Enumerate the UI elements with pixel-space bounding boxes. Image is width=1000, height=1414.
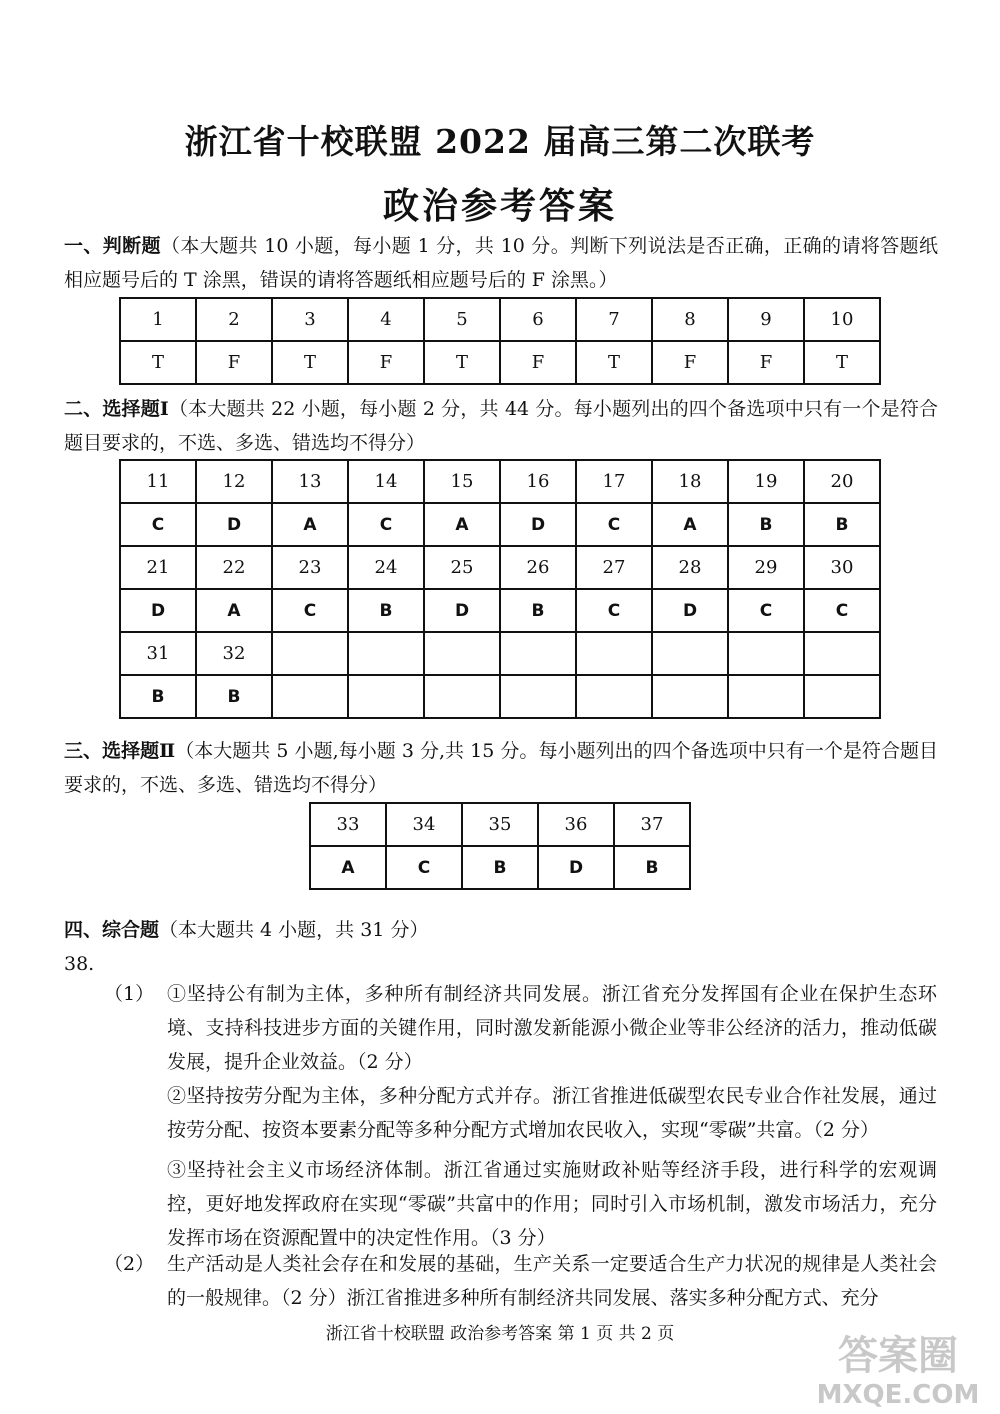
watermark-url: MXQE.COM — [816, 1380, 980, 1409]
table-row-numbers — [120, 546, 880, 589]
question-number: 28 — [652, 546, 728, 589]
section3-description: （本大题共 5 小题,每小题 3 分,共 15 分。每小题列出的四个备选项中只有一个是符合题目要求的，不选、多选、错选均不得分） — [64, 740, 938, 796]
answer-cell: F — [500, 341, 576, 384]
answer-cell: B — [804, 503, 880, 546]
answer-cell: D — [424, 589, 500, 632]
answer-cell — [500, 675, 576, 718]
answer-cell: C — [120, 503, 196, 546]
question-number: 13 — [272, 460, 348, 503]
question-number: 2 — [196, 298, 272, 341]
answer-cell: F — [652, 341, 728, 384]
question-number: 31 — [120, 632, 196, 675]
answer-cell: C — [728, 589, 804, 632]
part-2-text: 生产活动是人类社会存在和发展的基础，生产关系一定要适合生产力状况的规律是人类社会的一般规律。（2 分）浙江省推进多种所有制经济共同发展、落实多种分配方式、充分 — [167, 1253, 937, 1309]
answer-cell: D — [652, 589, 728, 632]
question-number — [424, 632, 500, 675]
answer-cell — [804, 675, 880, 718]
answer-point-2 — [147, 1079, 937, 1147]
question-number: 21 — [120, 546, 196, 589]
section4-intro — [64, 913, 938, 947]
question-number: 4 — [348, 298, 424, 341]
question-number — [728, 632, 804, 675]
section3-answer-table — [309, 802, 691, 890]
section1-answer-table — [119, 297, 881, 385]
question-number: 19 — [728, 460, 804, 503]
answer-cell — [652, 675, 728, 718]
answer-cell: D — [120, 589, 196, 632]
question-number — [348, 632, 424, 675]
answer-cell: A — [272, 503, 348, 546]
answer-point-3-text: ③坚持社会主义市场经济体制。浙江省通过实施财政补贴等经济手段，进行科学的宏观调控，更好地发挥政府在实现“零碳”共富中的作用；同时引入市场机制，激发市场活力，充分发挥市场在资源配置中的决定性作用。（3 分） — [167, 1159, 937, 1249]
answer-cell: D — [196, 503, 272, 546]
answer-cell: A — [310, 846, 386, 889]
question-number: 32 — [196, 632, 272, 675]
table-row-answers — [120, 503, 880, 546]
question-number: 1 — [120, 298, 196, 341]
table-row-numbers — [120, 632, 880, 675]
question-number: 15 — [424, 460, 500, 503]
table-row-numbers — [120, 460, 880, 503]
section3-intro — [64, 734, 938, 802]
answer-point-2-text: ②坚持按劳分配为主体，多种分配方式并存。浙江省推进低碳型农民专业合作社发展，通过按劳分配、按资本要素分配等多种分配方式增加农民收入，实现“零碳”共富。（2 分） — [167, 1085, 937, 1141]
section4-heading: 四、综合题 — [64, 919, 160, 941]
question-number: 36 — [538, 803, 614, 846]
section3-heading: 三、选择题Ⅱ — [64, 740, 176, 762]
answer-cell: C — [386, 846, 462, 889]
question-number — [804, 632, 880, 675]
question-number: 24 — [348, 546, 424, 589]
answer-cell: B — [462, 846, 538, 889]
answer-cell: B — [500, 589, 576, 632]
question-number: 37 — [614, 803, 690, 846]
answer-cell — [728, 675, 804, 718]
table-row-numbers — [310, 803, 690, 846]
answer-cell: B — [120, 675, 196, 718]
question-number — [576, 632, 652, 675]
table-row-answers — [310, 846, 690, 889]
question-38-number: 38. — [64, 953, 95, 975]
question-number: 22 — [196, 546, 272, 589]
answer-cell: C — [272, 589, 348, 632]
question-number: 17 — [576, 460, 652, 503]
question-number — [652, 632, 728, 675]
question-number: 9 — [728, 298, 804, 341]
question-number — [500, 632, 576, 675]
answer-cell — [348, 675, 424, 718]
document-title: 浙江省十校联盟 2022 届高三第二次联考 — [184, 122, 816, 161]
answer-cell — [424, 675, 500, 718]
answer-cell: B — [348, 589, 424, 632]
part-2-label: （2） — [104, 1253, 155, 1275]
question-number: 20 — [804, 460, 880, 503]
answer-cell — [272, 675, 348, 718]
answer-point-1-text: ①坚持公有制为主体，多种所有制经济共同发展。浙江省充分发挥国有企业在保护生态环境、支持科技进步方面的关键作用，同时激发新能源小微企业等非公经济的活力，推动低碳发展，提升企业效益。（2 分） — [167, 983, 937, 1073]
question-number: 25 — [424, 546, 500, 589]
section2-description: （本大题共 22 小题，每小题 2 分，共 44 分。每小题列出的四个备选项中只有一个是符合题目要求的，不选、多选、错选均不得分） — [64, 398, 939, 454]
answer-cell: T — [120, 341, 196, 384]
section1-intro — [64, 229, 938, 297]
answer-cell: A — [196, 589, 272, 632]
answer-cell: A — [652, 503, 728, 546]
answer-cell: C — [576, 589, 652, 632]
answer-point-3 — [147, 1153, 937, 1255]
question-number: 34 — [386, 803, 462, 846]
question-number: 11 — [120, 460, 196, 503]
question-number: 27 — [576, 546, 652, 589]
answer-cell — [576, 675, 652, 718]
section2-answer-table — [119, 459, 881, 719]
answer-point-1 — [167, 977, 937, 1079]
section1-heading: 一、判断题 — [64, 235, 161, 257]
part-1-label: （1） — [104, 983, 155, 1005]
answer-cell: C — [804, 589, 880, 632]
section2-intro — [64, 392, 938, 460]
table-row-answers — [120, 589, 880, 632]
question-number: 5 — [424, 298, 500, 341]
section1-description: （本大题共 10 小题，每小题 1 分，共 10 分。判断下列说法是否正确，正确的请将答题纸相应题号后的 T 涂黑，错误的请将答题纸相应题号后的 F 涂黑。） — [64, 235, 938, 291]
question-number: 10 — [804, 298, 880, 341]
table-row-answers — [120, 341, 880, 384]
answer-cell: F — [728, 341, 804, 384]
watermark-text: 答案圈 — [838, 1333, 958, 1379]
section2-heading: 二、选择题Ⅰ — [64, 398, 169, 420]
answer-cell: A — [424, 503, 500, 546]
question-number — [272, 632, 348, 675]
question-number: 30 — [804, 546, 880, 589]
answer-cell: T — [424, 341, 500, 384]
question-number: 14 — [348, 460, 424, 503]
answer-cell: D — [500, 503, 576, 546]
table-row-answers — [120, 675, 880, 718]
question-number: 8 — [652, 298, 728, 341]
question-number: 26 — [500, 546, 576, 589]
question-number: 35 — [462, 803, 538, 846]
watermark-logo — [808, 1325, 988, 1409]
question-number: 18 — [652, 460, 728, 503]
answer-cell: B — [728, 503, 804, 546]
section4-description: （本大题共 4 小题，共 31 分） — [159, 919, 429, 941]
answer-cell: C — [576, 503, 652, 546]
question-number: 23 — [272, 546, 348, 589]
document-subtitle: 政治参考答案 — [382, 185, 617, 227]
answer-cell: B — [196, 675, 272, 718]
question-number: 3 — [272, 298, 348, 341]
answer-cell: F — [348, 341, 424, 384]
question-number: 7 — [576, 298, 652, 341]
answer-cell: T — [576, 341, 652, 384]
answer-cell: T — [804, 341, 880, 384]
question-number: 12 — [196, 460, 272, 503]
question-number: 16 — [500, 460, 576, 503]
answer-cell: T — [272, 341, 348, 384]
answer-cell: C — [348, 503, 424, 546]
answer-cell: F — [196, 341, 272, 384]
page-footer: 浙江省十校联盟 政治参考答案 第 1 页 共 2 页 — [325, 1324, 675, 1344]
table-row-numbers — [120, 298, 880, 341]
answer-cell: B — [614, 846, 690, 889]
answer-cell: D — [538, 846, 614, 889]
question-number: 33 — [310, 803, 386, 846]
question-number: 6 — [500, 298, 576, 341]
question-number: 29 — [728, 546, 804, 589]
